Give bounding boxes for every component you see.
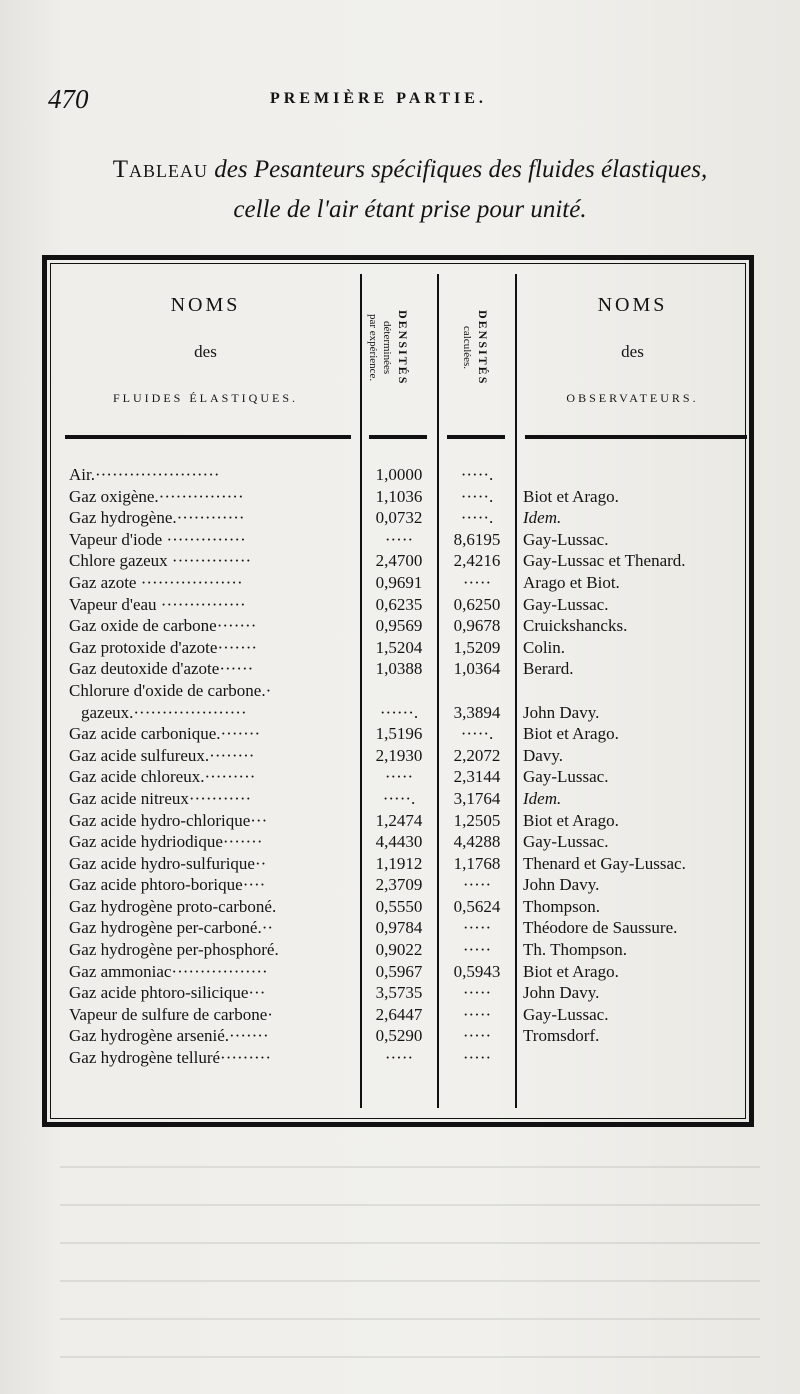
table-row <box>51 702 745 724</box>
show-through-text <box>60 1130 760 1370</box>
fluid-name-cell: Gaz protoxide d'azote······· <box>69 637 258 657</box>
header-densites-calculees: DENSITÉS <box>476 310 490 386</box>
table-row <box>51 594 745 616</box>
density-calculated-cell: ····· <box>462 1004 492 1024</box>
observer-cell: John Davy. <box>523 702 600 722</box>
fluid-name-cell: Gaz acide phtoro-silicique··· <box>69 983 266 1003</box>
header-noms-fluides: NOMS <box>170 294 241 316</box>
density-determined-cell: 1,0000 <box>375 465 423 484</box>
density-calculated-cell: 0,9678 <box>453 616 501 636</box>
header-par-experience: par expérience. <box>367 314 379 382</box>
fluid-name-cell: Gaz acide phtoro-borique···· <box>69 875 266 895</box>
table-row <box>51 874 745 896</box>
density-determined-cell: 2,3709 <box>375 875 423 895</box>
fluid-name-cell: Gaz acide hydriodique······· <box>69 832 263 852</box>
header-determinees: déterminées <box>381 321 393 375</box>
density-table <box>42 255 754 1127</box>
fluid-name-cell: Vapeur d'iode ·············· <box>69 529 246 549</box>
table-row <box>51 529 745 551</box>
fluid-name-cell: Gaz hydrogène per-carboné.·· <box>69 918 274 938</box>
density-determined-cell: 2,1930 <box>375 745 423 765</box>
density-determined-cell: 1,2474 <box>375 810 423 830</box>
observer-cell: Thenard et Gay-Lussac. <box>523 853 686 873</box>
density-calculated-cell: ·····. <box>460 508 494 528</box>
density-calculated-cell: ····· <box>462 983 492 1003</box>
observer-cell: Davy. <box>523 745 563 765</box>
density-determined-cell: 0,9569 <box>375 616 423 636</box>
density-calculated-cell: ····· <box>462 918 492 938</box>
table-row <box>51 723 745 745</box>
density-determined-cell: ····· <box>384 1048 414 1068</box>
density-determined-cell: 0,0732 <box>375 508 423 528</box>
title-line-2: celle de l'air étant prise pour unité. <box>233 196 587 223</box>
fluid-name-cell: Gaz ammoniac················· <box>69 961 268 981</box>
fluid-name-cell: Chlorure d'oxide de carbone.· <box>69 680 272 700</box>
table-row <box>51 810 745 832</box>
observer-cell: Gay-Lussac. <box>523 832 609 852</box>
fluid-name-cell: Gaz hydrogène per-phosphoré. <box>69 940 279 960</box>
header-rule <box>447 435 505 439</box>
fluid-name-cell: Vapeur d'eau ··············· <box>69 594 246 614</box>
observer-cell: John Davy. <box>523 875 600 895</box>
observer-cell: Cruickshancks. <box>523 616 628 636</box>
density-calculated-cell: 2,3144 <box>453 767 501 787</box>
header-rule <box>369 435 427 439</box>
fluid-name-cell: Gaz acide carbonique.······· <box>69 724 261 744</box>
density-calculated-cell: 1,1768 <box>453 853 501 873</box>
density-calculated-cell: 2,4216 <box>453 551 501 571</box>
density-calculated-cell: 3,3894 <box>453 702 501 722</box>
density-calculated-cell: ····· <box>462 1026 492 1046</box>
density-determined-cell: 4,4430 <box>375 832 423 852</box>
density-determined-cell: 0,9022 <box>375 940 423 960</box>
table-row <box>51 615 745 637</box>
density-calculated-cell: ····· <box>462 875 492 895</box>
density-determined-cell: 0,6235 <box>375 594 423 614</box>
density-determined-cell: 1,5196 <box>375 724 423 744</box>
observer-cell: Gay-Lussac. <box>523 1004 609 1024</box>
density-determined-cell: 0,5550 <box>375 896 423 916</box>
density-calculated-cell: 3,1764 <box>453 788 501 808</box>
table-row <box>51 917 745 939</box>
table-row <box>51 658 745 680</box>
density-calculated-cell: 1,0364 <box>453 659 501 679</box>
density-calculated-cell: 4,4288 <box>453 832 501 852</box>
density-determined-cell: 2,4700 <box>375 551 423 571</box>
observer-cell: Tromsdorf. <box>523 1026 600 1046</box>
density-calculated-cell: 0,5943 <box>453 961 501 981</box>
fluid-name-cell: Gaz acide hydro-chlorique··· <box>69 810 268 830</box>
density-calculated-cell: 0,6250 <box>453 594 501 614</box>
header-noms-observateurs: NOMS <box>597 294 668 316</box>
table-row <box>51 680 745 702</box>
header-observateurs: OBSERVATEURS. <box>566 391 699 405</box>
table-row <box>51 550 745 572</box>
table-row <box>51 1004 745 1026</box>
density-calculated-cell: 0,5624 <box>453 896 501 916</box>
table-row <box>51 464 745 486</box>
observer-cell: Thompson. <box>523 896 600 916</box>
table-body <box>51 464 745 1069</box>
table-row <box>51 507 745 529</box>
observer-cell: Biot et Arago. <box>523 961 619 981</box>
observer-cell: John Davy. <box>523 983 600 1003</box>
density-calculated-cell: ·····. <box>460 486 494 506</box>
table-row <box>51 486 745 508</box>
title-lead: Tableau <box>112 156 209 183</box>
density-determined-cell: ····· <box>384 767 414 787</box>
fluid-name-cell: Gaz deutoxide d'azote······ <box>69 659 254 679</box>
table-row <box>51 788 745 810</box>
table-row <box>51 982 745 1004</box>
header-calculees: calculées. <box>461 326 473 370</box>
header-fluides-elastiques: FLUIDES ÉLASTIQUES. <box>113 391 298 405</box>
density-determined-cell: ····· <box>384 529 414 549</box>
page-header <box>48 84 768 114</box>
table-row <box>51 745 745 767</box>
fluid-name-cell: Chlore gazeux ·············· <box>69 551 252 571</box>
observer-cell: Gay-Lussac et Thenard. <box>523 551 686 571</box>
observer-cell: Gay-Lussac. <box>523 767 609 787</box>
title-line-1: des Pesanteurs spécifiques des fluides élastiques, <box>214 156 708 183</box>
density-calculated-cell: 1,2505 <box>453 810 501 830</box>
density-determined-cell: 1,0388 <box>375 659 423 679</box>
observer-cell: Gay-Lussac. <box>523 594 609 614</box>
fluid-name-cell: Gaz oxigène.··············· <box>69 486 244 506</box>
density-determined-cell: 3,5735 <box>375 983 423 1003</box>
page-number: 470 <box>48 84 89 114</box>
observer-cell: Berard. <box>523 659 574 679</box>
observer-cell: Colin. <box>523 637 566 657</box>
fluid-name-cell: Gaz acide chloreux.········· <box>69 767 256 787</box>
observer-cell: Biot et Arago. <box>523 724 619 744</box>
table-row <box>51 853 745 875</box>
fluid-name-cell: Gaz hydrogène arsenié.······· <box>69 1026 269 1046</box>
table-row <box>51 572 745 594</box>
density-determined-cell: 1,1036 <box>375 486 423 506</box>
observer-cell: Idem. <box>523 508 562 528</box>
table-row <box>51 961 745 983</box>
table-title <box>40 150 780 230</box>
fluid-name-cell: gazeux.···················· <box>81 702 247 722</box>
observer-cell: Biot et Arago. <box>523 810 619 830</box>
density-determined-cell: 0,9784 <box>375 918 423 938</box>
table-row <box>51 939 745 961</box>
density-determined-cell: 0,5967 <box>375 961 423 981</box>
observer-cell: Th. Thompson. <box>523 940 628 960</box>
fluid-name-cell: Air.······················ <box>69 465 220 484</box>
density-determined-cell: 2,6447 <box>375 1004 423 1024</box>
observer-cell: Idem. <box>523 788 562 808</box>
fluid-name-cell: Gaz oxide de carbone······· <box>69 616 257 636</box>
observer-cell: Théodore de Saussure. <box>523 918 678 938</box>
header-des-observateurs: des <box>621 342 644 361</box>
running-head: PREMIÈRE PARTIE. <box>270 90 487 107</box>
header-densites-determinees: DENSITÉS <box>396 310 410 386</box>
density-calculated-cell: ····· <box>462 940 492 960</box>
header-des-fluides: des <box>194 342 217 361</box>
fluid-name-cell: Gaz acide hydro-sulfurique·· <box>69 853 267 873</box>
table-row <box>51 637 745 659</box>
density-calculated-cell: 8,6195 <box>453 529 501 549</box>
header-rule <box>525 435 747 439</box>
header-rule <box>65 435 351 439</box>
density-calculated-cell: ····· <box>462 572 492 592</box>
density-determined-cell: 0,9691 <box>375 572 423 592</box>
fluid-name-cell: Gaz hydrogène.············ <box>69 508 245 528</box>
table-inner-border <box>50 263 746 1119</box>
table-row <box>51 766 745 788</box>
observer-cell: Biot et Arago. <box>523 486 619 506</box>
density-determined-cell: 1,1912 <box>375 853 423 873</box>
table-row <box>51 896 745 918</box>
fluid-name-cell: Gaz hydrogène proto-carboné. <box>69 896 277 916</box>
density-calculated-cell: 1,5209 <box>453 637 501 657</box>
table-row <box>51 1047 745 1069</box>
density-determined-cell: ······. <box>379 702 419 722</box>
fluid-name-cell: Gaz acide nitreux··········· <box>69 788 252 808</box>
table-row <box>51 1025 745 1047</box>
observer-cell: Arago et Biot. <box>523 572 620 592</box>
table-row <box>51 831 745 853</box>
fluid-name-cell: Gaz acide sulfureux.········ <box>69 745 255 765</box>
density-determined-cell: ·····. <box>382 788 416 808</box>
fluid-name-cell: Gaz azote ·················· <box>69 572 243 592</box>
density-calculated-cell: 2,2072 <box>453 745 501 765</box>
fluid-name-cell: Vapeur de sulfure de carbone· <box>69 1004 273 1024</box>
fluid-name-cell: Gaz hydrogène telluré········· <box>69 1048 271 1068</box>
density-calculated-cell: ·····. <box>460 724 494 744</box>
density-determined-cell: 0,5290 <box>375 1026 423 1046</box>
density-calculated-cell: ····· <box>462 1048 492 1068</box>
density-calculated-cell: ·····. <box>460 465 494 484</box>
observer-cell: Gay-Lussac. <box>523 529 609 549</box>
density-determined-cell: 1,5204 <box>375 637 423 657</box>
